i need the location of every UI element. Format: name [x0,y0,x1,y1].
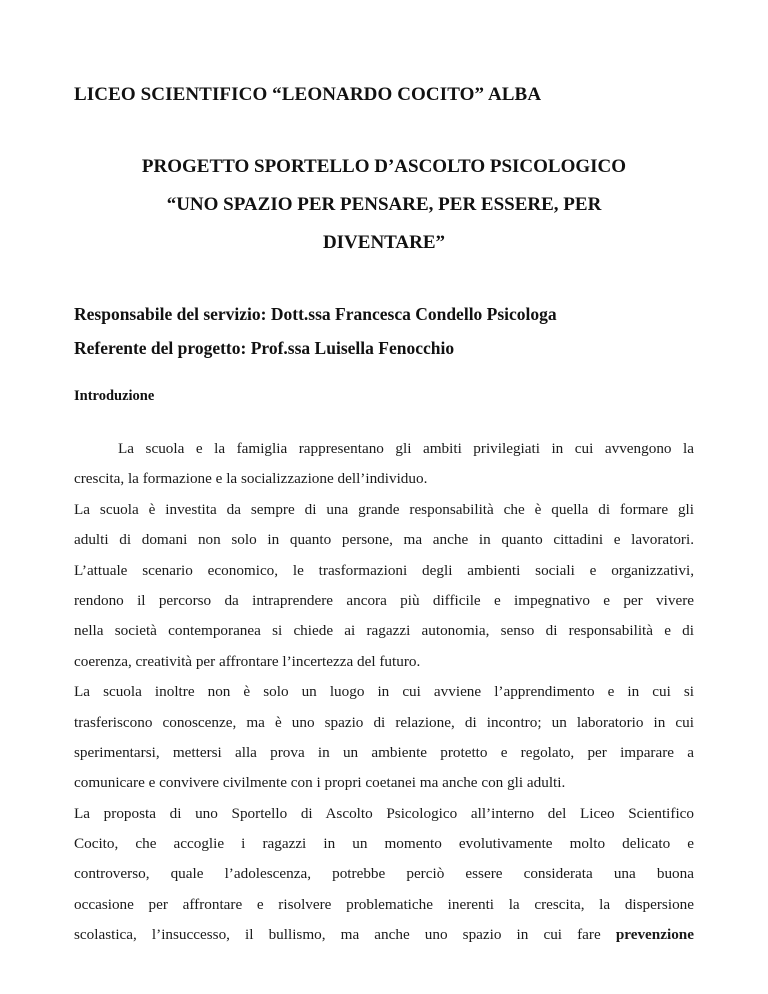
body-line-5: L’attuale scenario economico, le trasformazioni degli ambienti sociali e organizzativi, [74,561,694,579]
body-line-12: comunicare e convivere civilmente con i propri coetanei ma anche con gli adulti. [74,774,566,792]
project-title-line-3: DIVENTARE” [322,232,446,253]
body-line-7: nella società contemporanea si chiede ai ragazzi autonomia, senso di responsabilità e di [74,622,694,640]
body-line-14: Cocito, che accoglie i ragazzi in un momento evolutivamente molto delicato e [74,835,694,853]
body-line-11: sperimentarsi, mettersi alla prova in un ambiente protetto e regolato, per imparare a [74,743,694,761]
body-line-16: occasione per affrontare e risolvere problematiche inerenti la crescita, la dispersione [74,895,694,913]
body-line-13: La proposta di uno Sportello di Ascolto Psicologico all’interno del Liceo Scientifico [74,804,694,822]
referente-progetto: Referente del progetto: Prof.ssa Luisella Fenocchio [74,338,455,358]
responsabili-block [74,297,557,365]
body-line-9: La scuola inoltre non è solo un luogo in cui avviene l’apprendimento e in cui si [74,683,694,701]
body-line-8: coerenza, creatività per affrontare l’incertezza del futuro. [74,652,421,670]
body-line-17 [74,920,694,950]
responsabile-servizio: Responsabile del servizio: Dott.ssa Francesca Condello Psicologa [74,304,557,324]
body-paragraphs [74,434,694,951]
body-line-15: controverso, quale l’adolescenza, potrebbe perciò essere considerata una buona [74,865,694,883]
body-line-4: adulti di domani non solo in quanto persone, ma anche in quanto cittadini e lavoratori. [74,531,694,549]
school-title: LICEO SCIENTIFICO “LEONARDO COCITO” ALBA [74,84,542,105]
project-title-line-1: PROGETTO SPORTELLO D’ASCOLTO PSICOLOGICO [141,156,627,177]
section-heading: Introduzione [74,388,155,404]
body-keyword-prevenzione: prevenzione [615,926,694,944]
project-title [90,148,678,262]
body-line-17-text: scolastica, l’insuccesso, il bullismo, ma anche uno spazio in cui fare [74,926,601,944]
body-line-3: La scuola è investita da sempre di una grande responsabilità che è quella di formare gli [74,500,694,518]
body-line-10: trasferiscono conoscenze, ma è uno spazio di relazione, di incontro; un laboratorio in cui [74,713,694,731]
body-line-6: rendono il percorso da intraprendere ancora più difficile e impegnativo e per vivere [74,591,694,609]
body-line-2: crescita, la formazione e la socializzazione dell’individuo. [74,470,428,488]
project-title-line-2: “UNO SPAZIO PER PENSARE, PER ESSERE, PER [166,194,602,215]
body-line-1: La scuola e la famiglia rappresentano gli ambiti privilegiati in cui avvengono la [118,440,694,457]
